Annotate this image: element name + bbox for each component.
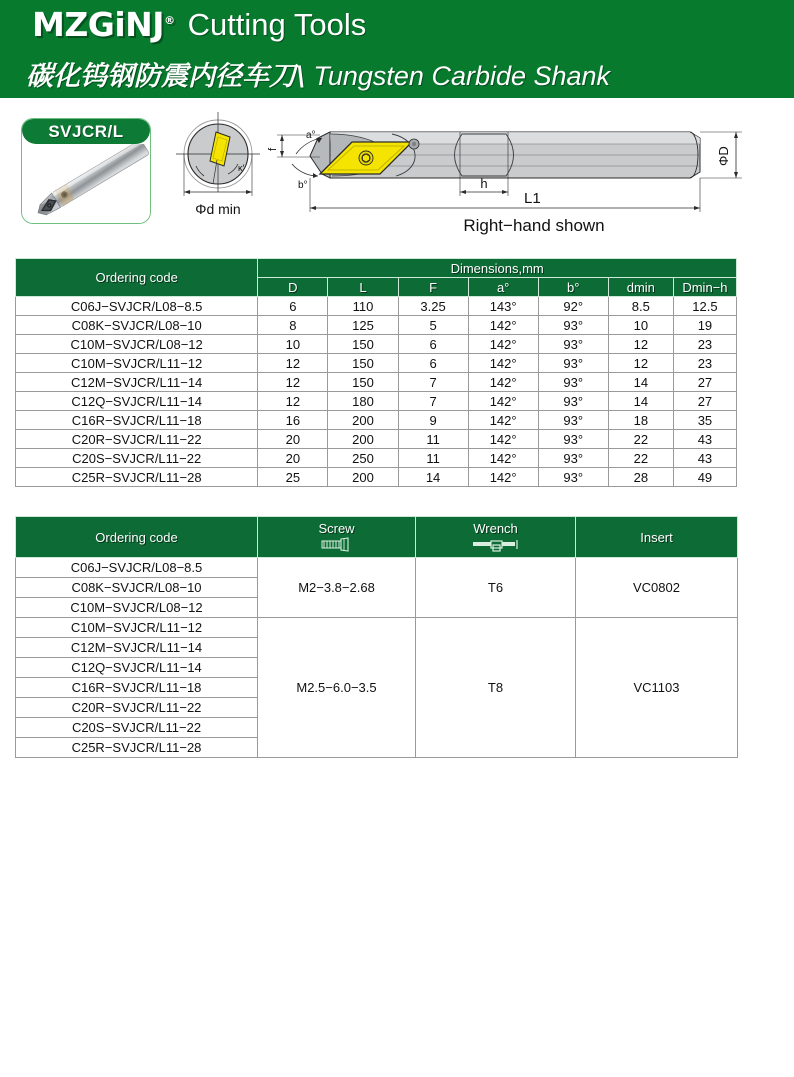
dimension-cell: 49 [673, 468, 736, 487]
ordering-code-cell: C10M−SVJCR/L11−12 [16, 618, 258, 638]
registered-mark-icon: ® [164, 13, 175, 27]
dimension-cell: 35 [673, 411, 736, 430]
dimension-cell: 92° [538, 297, 608, 316]
table2-col-screw-label: Screw [318, 521, 355, 537]
dimension-cell: 22 [608, 449, 673, 468]
dimension-cell: 142° [468, 468, 538, 487]
page-banner [0, 0, 794, 101]
dimension-cell: 6 [258, 297, 328, 316]
table1-header-row-1 [16, 259, 737, 278]
dimension-cell: 150 [328, 335, 398, 354]
dimension-cell: 12 [258, 354, 328, 373]
dimension-cell: 18 [608, 411, 673, 430]
ordering-code-cell: C12Q−SVJCR/L11−14 [16, 392, 258, 411]
table1-body [16, 297, 737, 487]
table1-group-header: Dimensions,mm [258, 259, 737, 278]
b-angle-label: b° [298, 180, 308, 191]
ordering-code-cell: C06J−SVJCR/L08−8.5 [16, 558, 258, 578]
ordering-code-cell: C12M−SVJCR/L11−14 [16, 373, 258, 392]
dimension-cell: 20 [258, 449, 328, 468]
dimension-cell: 6 [398, 335, 468, 354]
dimension-cell: 93° [538, 430, 608, 449]
d-min-label: Φd min [195, 201, 241, 217]
dimension-cell: 11 [398, 430, 468, 449]
dimension-cell: 27 [673, 373, 736, 392]
dimension-cell: 125 [328, 316, 398, 335]
dimension-cell: 150 [328, 354, 398, 373]
dimension-cell: 12 [258, 392, 328, 411]
dimension-cell: 22 [608, 430, 673, 449]
dimension-cell: 20 [258, 430, 328, 449]
table-row [16, 354, 737, 373]
wrench-icon [471, 537, 521, 552]
ordering-code-cell: C25R−SVJCR/L11−28 [16, 738, 258, 758]
dimension-cell: 93° [538, 468, 608, 487]
dimension-cell: 12 [608, 354, 673, 373]
dimension-cell: 10 [258, 335, 328, 354]
dimension-cell: 5 [398, 316, 468, 335]
wrench-cell: T8 [416, 618, 576, 758]
screw-cell: M2.5−6.0−3.5 [258, 618, 416, 758]
banner-title: Cutting Tools [187, 6, 367, 42]
dimensions-table [15, 258, 737, 487]
dimension-cell: 142° [468, 449, 538, 468]
banner-subtitle [26, 54, 610, 93]
ordering-code-cell: C16R−SVJCR/L11−18 [16, 411, 258, 430]
dimension-cell: 93° [538, 335, 608, 354]
ordering-code-cell: C06J−SVJCR/L08−8.5 [16, 297, 258, 316]
brand-logo [32, 4, 175, 44]
brand-name: MZGiNJ [32, 4, 165, 44]
end-view-diagram [176, 112, 260, 217]
l1-label: L1 [524, 190, 541, 207]
kappa-label: κ′ [238, 163, 245, 173]
table2-col-insert: Insert [576, 517, 738, 558]
dimension-cell: 12.5 [673, 297, 736, 316]
banner-subtitle-en: Tungsten Carbide Shank [305, 60, 611, 91]
table1-col-b: b° [538, 278, 608, 297]
dimension-cell: 93° [538, 411, 608, 430]
ordering-code-cell: C12M−SVJCR/L11−14 [16, 638, 258, 658]
banner-secondary-row [0, 48, 794, 98]
dimension-cell: 43 [673, 430, 736, 449]
table-row [16, 297, 737, 316]
product-series-label: SVJCR/L [48, 121, 124, 141]
table-row [16, 468, 737, 487]
ordering-code-cell: C10M−SVJCR/L08−12 [16, 335, 258, 354]
dimension-cell: 14 [398, 468, 468, 487]
table1-col-L: L [328, 278, 398, 297]
dimension-cell: 200 [328, 411, 398, 430]
dimension-cell: 7 [398, 392, 468, 411]
table-row [16, 373, 737, 392]
dimension-cell: 10 [608, 316, 673, 335]
table2-col-screw [258, 517, 416, 558]
dimension-cell: 3.25 [398, 297, 468, 316]
accessories-table [15, 516, 738, 758]
dimension-cell: 25 [258, 468, 328, 487]
dimension-cell: 142° [468, 411, 538, 430]
dimension-cell: 12 [258, 373, 328, 392]
dimension-cell: 28 [608, 468, 673, 487]
table1-col-F: F [398, 278, 468, 297]
a-angle-label: a° [306, 130, 316, 141]
dimension-cell: 142° [468, 335, 538, 354]
phi-d-label: ΦD [716, 146, 731, 166]
dimension-cell: 23 [673, 335, 736, 354]
dimension-cell: 142° [468, 316, 538, 335]
dimension-cell: 180 [328, 392, 398, 411]
dimension-cell: 43 [673, 449, 736, 468]
dimension-cell: 142° [468, 373, 538, 392]
table1-col-dmin: dmin [608, 278, 673, 297]
dimension-cell: 142° [468, 430, 538, 449]
dimension-cell: 93° [538, 392, 608, 411]
ordering-code-cell: C08K−SVJCR/L08−10 [16, 316, 258, 335]
side-view-diagram [267, 130, 742, 212]
dimension-cell: 142° [468, 354, 538, 373]
dimension-cell: 200 [328, 430, 398, 449]
dimension-cell: 23 [673, 354, 736, 373]
dimension-cell: 16 [258, 411, 328, 430]
table-row [16, 392, 737, 411]
ordering-code-cell: C10M−SVJCR/L11−12 [16, 354, 258, 373]
table1-col-Dmin-h: Dmin−h [673, 278, 736, 297]
table1-col-ordering-code: Ordering code [16, 259, 258, 297]
dimension-cell: 93° [538, 449, 608, 468]
dimension-cell: 93° [538, 373, 608, 392]
diagram-caption: Right−hand shown [463, 216, 605, 235]
insert-cell: VC0802 [576, 558, 738, 618]
ordering-code-cell: C20S−SVJCR/L11−22 [16, 718, 258, 738]
table-row [16, 618, 738, 638]
screw-icon [320, 537, 354, 552]
table-row [16, 449, 737, 468]
ordering-code-cell: C10M−SVJCR/L08−12 [16, 598, 258, 618]
table-row [16, 316, 737, 335]
table-row [16, 411, 737, 430]
table-row [16, 430, 737, 449]
table2-col-wrench [416, 517, 576, 558]
ordering-code-cell: C08K−SVJCR/L08−10 [16, 578, 258, 598]
dimension-cell: 8.5 [608, 297, 673, 316]
ordering-code-cell: C20R−SVJCR/L11−22 [16, 698, 258, 718]
technical-drawing [0, 104, 794, 252]
dimension-cell: 12 [608, 335, 673, 354]
insert-cell: VC1103 [576, 618, 738, 758]
table2-col-wrench-label: Wrench [473, 521, 518, 537]
banner-subtitle-cn: 碳化钨钢防震内径车刀\ [26, 60, 306, 92]
dimension-cell: 150 [328, 373, 398, 392]
ordering-code-cell: C20S−SVJCR/L11−22 [16, 449, 258, 468]
dimension-cell: 7 [398, 373, 468, 392]
dimension-cell: 8 [258, 316, 328, 335]
dimension-cell: 250 [328, 449, 398, 468]
dimension-cell: 93° [538, 354, 608, 373]
dimension-cell: 27 [673, 392, 736, 411]
banner-primary-row [0, 0, 794, 48]
table1-col-a: a° [468, 278, 538, 297]
ordering-code-cell: C25R−SVJCR/L11−28 [16, 468, 258, 487]
screw-cell: M2−3.8−2.68 [258, 558, 416, 618]
dimension-cell: 110 [328, 297, 398, 316]
ordering-code-cell: C12Q−SVJCR/L11−14 [16, 658, 258, 678]
dimension-cell: 9 [398, 411, 468, 430]
ordering-code-cell: C16R−SVJCR/L11−18 [16, 678, 258, 698]
table-row [16, 335, 737, 354]
dimension-cell: 200 [328, 468, 398, 487]
dimension-cell: 142° [468, 392, 538, 411]
table2-body [16, 558, 738, 758]
dimension-cell: 143° [468, 297, 538, 316]
dimension-cell: 6 [398, 354, 468, 373]
dimension-cell: 11 [398, 449, 468, 468]
dimension-cell: 14 [608, 392, 673, 411]
ordering-code-cell: C20R−SVJCR/L11−22 [16, 430, 258, 449]
f-label: f [267, 147, 279, 151]
table1-col-D: D [258, 278, 328, 297]
table2-col-ordering-code: Ordering code [16, 517, 258, 558]
diagram-band [0, 104, 794, 252]
dimension-cell: 14 [608, 373, 673, 392]
wrench-cell: T6 [416, 558, 576, 618]
dimension-cell: 93° [538, 316, 608, 335]
h-label: h [480, 176, 488, 191]
table2-header-row [16, 517, 738, 558]
dimension-cell: 19 [673, 316, 736, 335]
table-row [16, 558, 738, 578]
